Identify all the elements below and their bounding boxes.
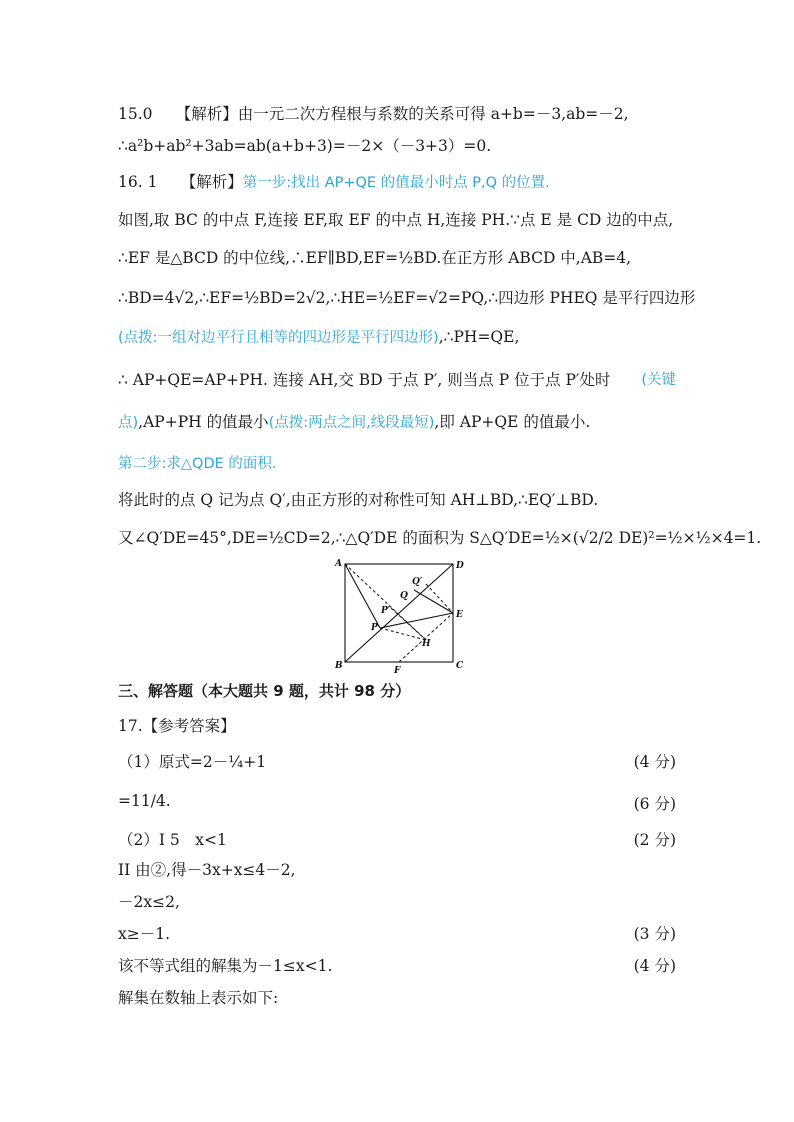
square-geometry-figure <box>330 556 470 674</box>
q17-s7: (4 分) <box>633 957 676 975</box>
q16-tip3: (点拨:两点之间,线段最短) <box>268 415 435 431</box>
label-q-prime: Q′ <box>412 577 423 587</box>
q16-p6a: ,AP+PH 的值最小 <box>138 413 269 431</box>
q17-l7: 该不等式组的解集为－1≤x<1. <box>118 957 333 975</box>
label-p: P <box>371 623 378 633</box>
q17-l1: （1）原式=2－¼+1 <box>118 753 267 771</box>
q17-s6: (3 分) <box>633 925 676 943</box>
q16-p5: ∴ AP+QE=AP+PH. 连接 AH,交 BD 于点 P′, 则当点 P 位于点 P′处时 <box>118 371 611 389</box>
q16-p1: 如图,取 BC 的中点 F,连接 EF,取 EF 的中点 H,连接 PH.∵点 E 是 CD 边的中点, <box>118 211 674 229</box>
dashed-q-prime-e <box>426 584 453 613</box>
q16-tip2a: (关键 <box>641 372 676 388</box>
q16-number: 16. 1 【解析】 <box>118 173 243 191</box>
q16-p8: 又∠Q′DE=45°,DE=½CD=2,∴△Q′DE 的面积为 S△Q′DE=½×(√2/2 DE)²=½×½×4=1. <box>118 529 762 547</box>
label-e: E <box>456 610 463 620</box>
label-p-prime: P′ <box>381 606 391 616</box>
q15-line1: 15.0 【解析】由一元二次方程根与系数的关系可得 a+b=－3,ab=－2, <box>118 105 629 123</box>
q17-l4: II 由②,得－3x+x≤4－2, <box>118 861 296 879</box>
q16-p5-line <box>118 368 676 390</box>
q16-p3: ∴BD=4√2,∴EF=½BD=2√2,∴HE=½EF=√2=PQ,∴四边形 PHEQ 是平行四边形 <box>118 289 696 307</box>
q15-line2: ∴a²b+ab²+3ab=ab(a+b+3)=－2×（－3+3）=0. <box>118 137 492 155</box>
label-q: Q <box>400 591 408 601</box>
q16-p4: ,∴PH=QE, <box>438 328 520 346</box>
q16-tip2b: 点) <box>118 415 139 431</box>
q17-s2: (6 分) <box>633 795 676 813</box>
dashed-fe <box>399 613 453 662</box>
q16-p6b: ,即 AP+QE 的值最小. <box>434 413 591 431</box>
q16-header <box>118 170 550 192</box>
segment-ap <box>345 564 380 628</box>
q17-l5: －2x≤2, <box>118 893 180 911</box>
label-f: F <box>394 666 401 674</box>
q17-s1: (4 分) <box>633 753 676 771</box>
q16-step2: 第二步:求△QDE 的面积. <box>118 456 277 472</box>
dashed-ah <box>345 564 426 640</box>
q16-step1: 第一步:找出 AP+QE 的值最小时点 P,Q 的位置. <box>242 175 550 191</box>
label-h: H <box>422 639 431 649</box>
section3-heading: 三、解答题（本大题共 9 题，共计 98 分） <box>118 682 411 700</box>
q17-head: 17.【参考答案】 <box>118 717 236 735</box>
q17-l6: x≥－1. <box>118 925 171 943</box>
q16-tip1: (点拨:一组对边平行且相等的四边形是平行四边形) <box>118 330 439 346</box>
q16-p2: ∴EF 是△BCD 的中位线,∴EF∥BD,EF=½BD.在正方形 ABCD 中,AB=4, <box>118 249 632 267</box>
label-d: D <box>456 561 464 571</box>
q17-s3: (2 分) <box>633 831 676 849</box>
label-c: C <box>456 661 464 671</box>
q17-l2: =11/4. <box>118 792 171 810</box>
label-a: A <box>335 559 342 569</box>
label-b: B <box>335 661 343 671</box>
q16-p7: 将此时的点 Q 记为点 Q′,由正方形的对称性可知 AH⊥BD,∴EQ′⊥BD. <box>118 491 599 509</box>
q16-p4-line <box>118 326 519 347</box>
q16-p6-line <box>118 410 590 432</box>
diagonal-bd <box>345 564 453 662</box>
q17-l3: （2）I 5 x<1 <box>118 831 227 849</box>
q17-l8: 解集在数轴上表示如下: <box>118 989 279 1007</box>
segment-qe <box>414 590 453 613</box>
